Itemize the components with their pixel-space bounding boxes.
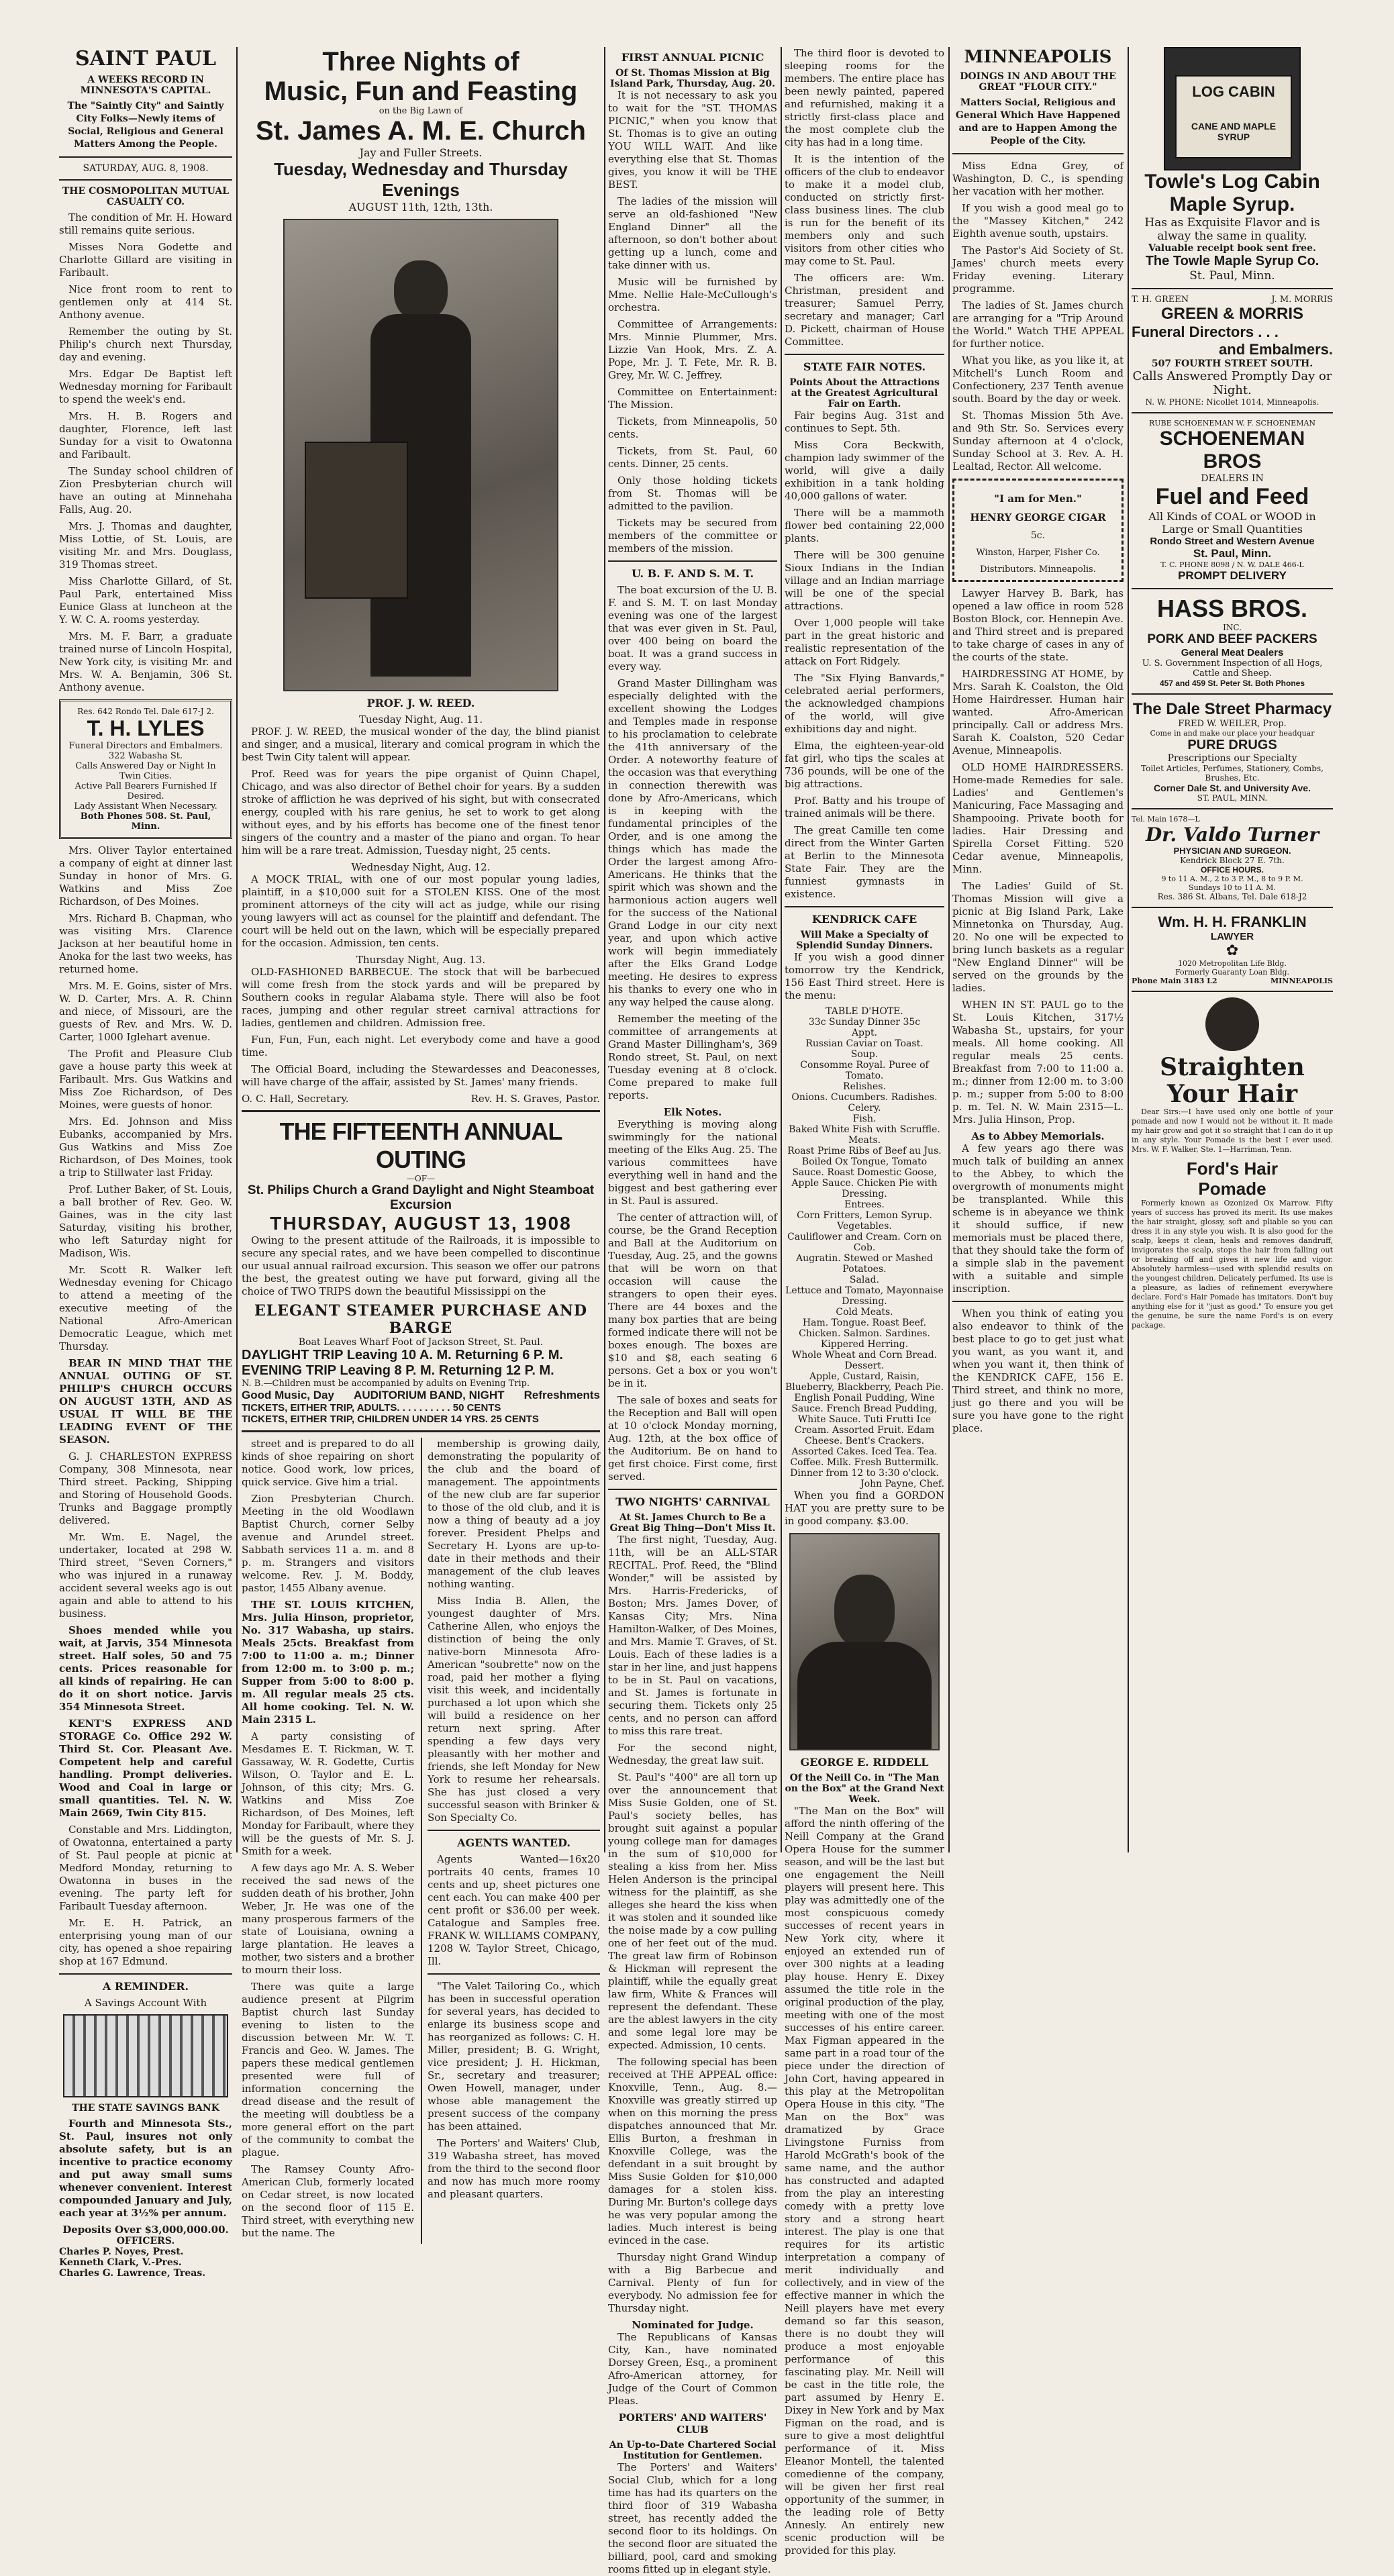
turner-line: Kendrick Block 27 E. 7th. <box>1180 856 1285 865</box>
news-item: BEAR IN MIND THAT THE ANNUAL OUTING OF ST. PHILIP'S CHURCH OCCURS ON AUGUST 13TH, AND AS USUAL IT WILL BE THE LEADING EVENT OF THE SEASON. <box>59 1357 232 1446</box>
menu-line: TABLE D'HOTE. <box>826 1006 903 1017</box>
news-item: For the second night, Wednesday, the great law suit. <box>608 1742 777 1767</box>
column-ads <box>1132 47 1333 1852</box>
news-item: The center of attraction will, of course, be the Grand Reception and Ball at the Auditorium on Tuesday, Aug. 25, and the gowns that will be worn on that occasion will cause the strangers to open their eyes. There are 44 boxes and the many box parties that are being formed indicate there will not be boxes enough. The boxes are $10 and $8, each seating 6 persons. Get a box or you won't be in it. <box>608 1211 777 1389</box>
menu-line: Cold Meats. <box>836 1307 893 1318</box>
column-st-james <box>242 47 600 2239</box>
news-item: Everything is moving along swimmingly for the national meeting of the Elks Aug. 25. The various committees have everything well in hand and the biggest and best gathering ever in St. Paul is assured. <box>608 1118 777 1207</box>
franklin-ornament-icon: ✿ <box>1226 942 1239 959</box>
subhead: Thursday Night, Aug. 13. <box>356 954 486 966</box>
kendrick-head: KENDRICK CAFE <box>811 913 917 926</box>
ticket-price: TICKETS, EITHER TRIP, CHILDREN UNDER 14 YRS. 25 CENTS <box>242 1414 539 1425</box>
sch-names: RUBE SCHOENEMAN W. F. SCHOENEMAN <box>1148 419 1316 428</box>
subcolumn-b <box>421 1438 600 2244</box>
gm-line: Calls Answered Promptly Day or Night. <box>1132 369 1332 397</box>
news-item: If you wish a good dinner tomorrow try the Kendrick, 156 East Third street. Here is the menu: <box>785 951 944 1001</box>
news-item: A few years ago there was much talk of building an annex to the Abbey, to which the overgrowth of monuments might be transplanted. While this scheme is in abeyance we think it should suffice, if new memorials must be placed there, that they should take the form of a simple slab in the pavement with a suitable and simple inscription. <box>952 1142 1124 1295</box>
sch-line: All Kinds of COAL or WOOD in Large or Small Quantities <box>1148 510 1316 536</box>
news-item: There was quite a large audience present at Pilgrim Baptist church last Sunday evening to listen to the discussion between Mr. W. T. Francis and Geo. W. James. The papers these medical gentlemen presented were full of information concerning the dread disease and the result of the meeting will doubtless be a more general effort on the part of the community to combat the plague. <box>242 1981 414 2159</box>
menu-line: Roast Prime Ribs of Beef au Jus. Boiled Ox Tongue, Tomato Sauce. Roast Domestic Goose, Apple Sauce. Chicken Pie with Dressing. <box>787 1146 942 1199</box>
news-item: The Pastor's Aid Society of St. James' church meets every Friday evening. Literary programme. <box>952 244 1124 295</box>
news-item: street and is prepared to do all kinds of shoe repairing on short notice. Good work, low prices, quick service. Give him a trial. <box>242 1438 414 1488</box>
subhead: A WEEKS RECORD IN MINNESOTA'S CAPITAL. <box>80 75 211 96</box>
ad-line: Both Phones 508. St. Paul, Minn. <box>80 811 211 832</box>
agents-text: Agents Wanted—16x20 portraits 40 cents, frames 10 cents and up, sheet pictures one cent each. You can make 400 per cent profit or $36.00 per week. Catalogue and Samples free. FRANK W. WILLIAMS COMPANY, 1208 W. Taylor Street, Chicago, Ill. <box>428 1853 600 1967</box>
menu-line: Ham. Tongue. Roast Beef. Chicken. Salmon. Sardines. Kippered Herring. <box>799 1318 930 1350</box>
trip-time: EVENING TRIP Leaving 8 P. M. Returning 12 P. M. <box>242 1363 554 1378</box>
news-item: Mrs. M. F. Barr, a graduate trained nurse of Lincoln Hospital, New York city, is visiting Mr. and Mrs. W. A. Benjamin, 306 St. Anthony avenue. <box>59 630 232 693</box>
dale-line: ST. PAUL, MINN. <box>1197 793 1268 803</box>
news-item: Prof. Batty and his troupe of trained animals will be there. <box>785 795 944 820</box>
hass-headline: HASS BROS. <box>1156 595 1308 622</box>
ad-line: Calls Answered Day or Night In Twin Cities. <box>75 761 216 781</box>
menu-line: Lettuce and Tomato, Mayonnaise Dressing. <box>785 1285 944 1307</box>
elk-head: Elk Notes. <box>663 1106 722 1118</box>
news-item: Mr. Scott R. Walker left Wednesday evening for Chicago to attend a meeting of the executive meeting of the National Afro-American Democratic League, which met Thursday. <box>59 1264 232 1352</box>
news-item: The Republicans of Kansas City, Kan., have nominated Dorsey Green, Esq., a prominent Afro-American attorney, for Judge of the Court of Common Pleas. <box>608 2331 777 2407</box>
news-item: The sale of boxes and seats for the Reception and Ball will open at 10 o'clock Monday morning, Aug. 12th, at the box office of the Auditorium. Be on hand to get first choice. First come, first served. <box>608 1394 777 1483</box>
news-item: G. J. CHARLESTON EXPRESS Company, 308 Minnesota, near Third street. Packing, Shipping and Storing of Household Goods. Trunks and Baggage promptly delivered. <box>59 1450 232 1526</box>
news-item: HAIRDRESSING AT HOME, by Mrs. Sarah K. Coalston, the Old Home Hairdresser. Human hair wanted. Afro-American principally. Call or address Mrs. Sarah K. Coalston, 520 Cedar Avenue, Minneapolis. <box>952 668 1124 756</box>
agents-head: AGENTS WANTED. <box>457 1836 570 1849</box>
bank-name: THE STATE SAVINGS BANK <box>72 2103 219 2114</box>
news-item: OLD HOME HAIRDRESSERS. Home-made Remedies for sale. Ladies' and Gentlemen's Manicuring, Face Massaging and Shampooing. Private booth for ladies. Hair Dressing and Spirella Corset Fitting. 520 Cedar avenue, Minneapolis, Minn. <box>952 761 1124 875</box>
news-item: There will be a mammoth flower bed containing 22,000 plants. <box>785 507 944 544</box>
article-text: OLD-FASHIONED BARBECUE. The stock that will be barbecued will come fresh from the stock yards and will be prepared by Southern cooks in regular Alabama style. There will also be foot races, jumping and other regular street carnival attractions for ladies, gentlemen and children. Admission free. <box>242 966 600 1029</box>
hass-sub: General Meat Dealers <box>1181 647 1284 658</box>
turner-line: Sundays 10 to 11 A. M. <box>1189 883 1276 892</box>
news-item: The third floor is devoted to sleeping rooms for the members. The entire place has been newly painted, papered and refurnished, making it a strictly first-class place and the most complete club the city has had in a long time. <box>785 47 944 148</box>
news-item: Remember the outing by St. Philip's church next Thursday, day and evening. <box>59 326 232 363</box>
column-picnic <box>608 47 777 2575</box>
news-item: There will be 300 genuine Sioux Indians in the Indian village and an Indian marriage will be one of the special attractions. <box>785 549 944 612</box>
news-item: Miss Cora Beckwith, champion lady swimmer of the world, will give a daily exhibition in a tank holding 40,000 gallons of water. <box>785 439 944 502</box>
gm-line: 507 FOURTH STREET SOUTH. <box>1151 358 1313 369</box>
hair-headline: Your Hair <box>1166 1080 1298 1108</box>
news-item: St. Thomas Mission 5th Ave. and 9th Str. So. Services every Sunday afternoon at 4 o'clock, Sunday School at 3. Rev. A. H. Lealtad, Rector. All welcome. <box>952 409 1124 473</box>
news-item: Committee of Arrangements: Mrs. Minnie Plummer, Mrs. Lizzie Van Hook, Mrs. Z. A. Pope, Mr. J. T. Fete, Mr. R. B. Grey, Mr. W. C. Jeffrey. <box>608 318 777 381</box>
ad-headline: Three Nights of <box>322 47 519 77</box>
menu-line: Dinner from 12 to 3:30 o'clock. <box>790 1468 939 1479</box>
hair-testimonial: Dear Sirs:—I have used only one bottle of your pomade and now I would not be without it. It made my hair grow and got it so straight that I can do it up in any style. Your Pomade is the best I ever used. Mrs. W. F. Walker, Ste. 1—Harriman, Tenn. <box>1132 1107 1333 1154</box>
hass-line: 457 and 459 St. Peter St. Both Phones <box>1159 679 1305 688</box>
item-head: THE COSMOPOLITAN MUTUAL CASUALTY CO. <box>62 186 230 207</box>
news-item: Thursday night Grand Windup with a Big Barbecue and Carnival. Plenty of fun for everybody. No admission fee for Thursday night. <box>608 2251 777 2314</box>
sch-line: DEALERS IN <box>1201 473 1264 484</box>
turner-line: PHYSICIAN AND SURGEON. <box>1173 846 1291 856</box>
sch-line: Rondo Street and Western Avenue <box>1150 536 1315 547</box>
news-item: Mrs. Ed. Johnson and Miss Eubanks, accompanied by Mrs. Gus Watkins and Miss Zoe Richardson, of Des Moines, took a trip to Stillwater last Friday. <box>59 1116 232 1179</box>
subhead: Wednesday Night, Aug. 12. <box>351 861 491 873</box>
news-item: Misses Nora Godette and Charlotte Gillard are visiting in Faribault. <box>59 241 232 279</box>
menu-line: Cauliflower and Cream. Corn on Cob. <box>787 1232 942 1253</box>
subhead-desc: The "Saintly City" and Saintly City Folks—Newly items of Social, Religious and General Matters Among the People. <box>67 101 224 150</box>
news-item: Shoes mended while you wait, at Jarvis, 354 Minnesota street. Half soles, 50 and 75 cents. Prices reasonable for all kinds of repairing. He can do it on short notice. Jarvis 354 Minnesota Street. <box>59 1624 232 1713</box>
towle-headline: Towle's Log Cabin Maple Syrup. <box>1144 170 1320 215</box>
news-item: Committee on Entertainment: The Mission. <box>608 386 777 411</box>
photo-caption: PROF. J. W. REED. <box>366 697 475 709</box>
article-text: Prof. Reed was for years the pipe organist of Quinn Chapel, Chicago, and was also director of Bethel choir for years. By a sudden stroke of affliction he was deprived of his sight, but with consecrated energy, coupled with his rare genius, he set to work to get along without eyes, and by his efforts has become one of the finest tenor singers of the country and a master of the piano and organ. To hear him will be a rare treat. Admission, Tuesday night, 25 cents. <box>242 768 600 856</box>
franklin-headline: Wm. H. H. FRANKLIN <box>1158 913 1307 930</box>
bank-text: Fourth and Minnesota Sts., St. Paul, insures not only absolute safety, but is an incentive to practice economy and put away small sums whenever convenient. Interest compounded January and July, each year at 3½% per annum. <box>59 2118 232 2219</box>
news-item: It is not necessary to ask you to wait for the "ST. THOMAS PICNIC," when you know that St. Thomas is to give an outing YOU WILL WAIT. And like everything else that St. Thomas gives, you know it will be THE BEST. <box>608 89 777 191</box>
reminder-sub: A Savings Account With <box>84 1997 207 2009</box>
menu-line: Baked White Fish with Scruffle. <box>789 1124 940 1135</box>
column-rule <box>1128 47 1129 1852</box>
menu-line: Fish. <box>852 1113 877 1124</box>
fords-text: Formerly known as Ozonized Ox Marrow. Fifty years of success has proved its merit. Its use makes the hair straight, glossy, soft and pliable so you can dress it in any style you wish. It is also good for the scalp, keeps it clean, heals and removes dandruff, invigorates the scalp, stops the hair from falling out or breaking off and gives it new life and vigor. Absolutely harmless—used with splendid results on the youngest children. Delicately perfumed. Its use is a pleasure, as ladies of refinement everywhere declare. Ford's Hair Pomade has imitators. Don't buy anything else for it "just as good." To ensure you get the genuine, be sure the name Ford's is on every package. <box>1132 1199 1333 1330</box>
sch-line: St. Paul, Minn. <box>1193 547 1272 560</box>
photo-caption: GEORGE E. RIDDELL <box>800 1756 929 1769</box>
photo-subcaption: Of the Neill Co. in "The Man on the Box" at the Grand Next Week. <box>785 1773 944 1805</box>
column-rule <box>236 47 238 1852</box>
news-item: St. Paul's "400" are all torn up over the announcement that Miss Susie Golden, one of St. Paul's society belles, has brought suit against a popular young college man for damages in the sum of $10,000 for stealing a kiss from her. Miss Helen Anderson is the principal witness for the plaintiff, as she alleges she heard the kiss when it was stolen and it sounded like the noise made by a cow pulling one of her feet out of the mud. The great law firm of Robinson & Hickman will represent the plaintiff, while the equally great law firm, White & Frances will represent the defendant. These are the ablest lawyers in the city and some legal lore may be expected. Admission, 10 cents. <box>608 1771 777 2051</box>
turner-line: Res. 386 St. Albans, Tel. Dale 618-J2 <box>1157 892 1307 901</box>
news-item: Mr. E. H. Patrick, an enterprising young man of our city, has opened a shoe repairing shop at 167 Edmund. <box>59 1917 232 1967</box>
carnival-sub: At St. James Church to Be a Great Big Thing—Don't Miss It. <box>609 1512 776 1534</box>
news-item: Mr. Wm. E. Nagel, the undertaker, located at 298 W. Third street, "Seven Corners," who was injured in a runaway accident several weeks ago is out again and able to attend to his business. <box>59 1531 232 1620</box>
porters-sub: An Up-to-Date Chartered Social Institution for Gentlemen. <box>609 2440 777 2461</box>
gm-phone: N. W. PHONE: Nicollet 1014, Minneapolis. <box>1145 397 1320 407</box>
menu-line: John Payne, Chef. <box>860 1479 944 1489</box>
menu-line: Meats. <box>848 1135 881 1146</box>
menu-line: Onions. Cucumbers. Radishes. Celery. <box>791 1092 938 1113</box>
news-item: Miss Edna Grey, of Washington, D. C., is spending her vacation with her mother. <box>952 160 1124 197</box>
ad-line: Active Pall Bearers Furnished If Desired. <box>74 781 217 801</box>
refresh-label: Refreshments <box>524 1389 600 1401</box>
news-item: The Ladies' Guild of St. Thomas Mission will give a picnic at Big Island Park, Lake Minnetonka on Thursday, Aug. 20. No one will be expected to bring lunch baskets as a regular "New England Dinner" will be served on the grounds by the ladies. <box>952 880 1124 994</box>
tin-label: LOG CABIN <box>1192 83 1275 100</box>
kendrick-sub: Will Make a Specialty of Splendid Sunday Dinners. <box>796 930 933 951</box>
outing-subhead: St. Philips Church a Grand Daylight and Night Steamboat Excursion <box>247 1183 595 1212</box>
masthead-saint-paul: SAINT PAUL <box>74 47 217 70</box>
trip-note: N. B.—Children must be accompanied by adults on Evening Trip. <box>242 1379 530 1389</box>
column-rule <box>604 47 605 1852</box>
franklin-line: Formerly Guaranty Loan Bldg. <box>1175 968 1290 977</box>
news-item: The officers are: Wm. Christman, president and treasurer; Samuel Perry, secretary and manager; Carl D. Pickett, chairman of House Committee. <box>785 272 944 348</box>
fair-head: STATE FAIR NOTES. <box>803 360 926 373</box>
fords-headline: Pomade <box>1198 1179 1266 1199</box>
news-item: THE ST. LOUIS KITCHEN, Mrs. Julia Hinson, proprietor, No. 317 Wabasha, up stairs. Meals 25cts. Breakfast from 7:00 to 11:00 a. m.; Dinner from 12:00 m. to 3:00 p. m.; Supper from 5:00 to 8:00 p. m. All regular meals 25 cts. All home cooking. Tel. N. W. Main 2315 L. <box>242 1599 414 1726</box>
judge-head: Nominated for Judge. <box>632 2319 754 2331</box>
ad-phone: Res. 642 Rondo Tel. Dale 617-J 2. <box>77 707 214 716</box>
hass-inc: INC. <box>1223 623 1242 632</box>
date-line: SATURDAY, AUG. 8, 1908. <box>83 163 209 174</box>
column-minneapolis <box>952 47 1124 1852</box>
dale-headline: The Dale Street Pharmacy <box>1132 700 1332 718</box>
news-item: Constable and Mrs. Liddington, of Owatonna, entertained a party of St. Paul people at picnic at Medford Monday, returning to Owatonna in buses in the evening. The party left for Faribault Tuesday afternoon. <box>59 1824 232 1912</box>
news-item: Lawyer Harvey B. Bark, has opened a law office in room 528 Boston Block, cor. Hennepin Ave. and Third street and is prepared to take charge of cases in any of the courts of the state. <box>952 587 1124 663</box>
franklin-line: LAWYER <box>1210 931 1254 942</box>
dale-line: FRED W. WEILER, Prop. <box>1178 719 1287 729</box>
news-item: The boat excursion of the U. B. F. and S. M. T. on last Monday evening was one of the largest that was ever given in St. Paul, over 400 being on board the boat. It was a grand success in every way. <box>608 584 777 673</box>
signature: O. C. Hall, Secretary. <box>242 1093 349 1105</box>
article-text: Fun, Fun, Fun, each night. Let everybody come and have a good time. <box>242 1034 600 1058</box>
lyles-ad <box>59 699 232 839</box>
signature: Rev. H. S. Graves, Pastor. <box>470 1093 600 1105</box>
bank-officer: Charles P. Noyes, Prest. <box>59 2246 184 2257</box>
column-saint-paul <box>59 47 232 2279</box>
franklin-phone: Phone Main 3183 L2 <box>1132 977 1217 985</box>
fair-sub: Points About the Attractions at the Greatest Agricultural Fair on Earth. <box>789 377 940 409</box>
article-text: PROF. J. W. REED, the musical wonder of the day, the blind pianist and singer, and a musical, literary and comical program in which the best Twin City talent will appear. <box>242 726 600 763</box>
outing-of: —OF— <box>406 1174 436 1183</box>
riddell-portrait-photo <box>789 1533 940 1750</box>
news-item: Mrs. Edgar De Baptist left Wednesday morning for Faribault to spend the week's end. <box>59 368 232 405</box>
news-item: Mrs. J. Thomas and daughter, Miss Lottie, of St. Louis, are visiting Mr. and Mrs. Douglass, 319 Thomas street. <box>59 520 232 571</box>
dale-line: Toilet Articles, Perfumes, Stationery, Combs, Brushes, Etc. <box>1141 764 1324 783</box>
news-item: WHEN IN ST. PAUL go to the St. Louis Kitchen, 317½ Wabasha St., upstairs, for your meals. All home cooking. All regular meals 25 cents. Breakfast from 7:00 to 11:00 a. m.; dinner from 12:00 m. to 3:00 p. m.; supper from 5:00 to 8:00 p. m. Tel. N. W. Main 2315—L. Mrs. Julia Hinson, Prop. <box>952 999 1124 1126</box>
menu-line: Salad. <box>849 1275 880 1285</box>
gm-name: T. H. GREEN <box>1132 295 1189 305</box>
bank-officer: Charles G. Lawrence, Treas. <box>59 2268 206 2279</box>
subcolumn-a <box>242 1438 414 2244</box>
news-item: When you think of eating you also endeavor to think of the best place to go to get just what you want, as you want it, and when you want it, then think of the KENDRICK CAFE, 156 E. Third street, and think no more, just go there and you will be sure you have gone to the right place. <box>952 1307 1124 1434</box>
news-item: Mrs. M. E. Goins, sister of Mrs. W. D. Carter, Mrs. A. R. Chinn and niece, of Missouri, are the guests of Rev. and Mrs. W. D. Carter, 1000 Iglehart avenue. <box>59 980 232 1043</box>
news-item: Nice front room to rent to gentlemen only at 414 St. Anthony avenue. <box>59 283 232 321</box>
towle-city: St. Paul, Minn. <box>1189 269 1275 283</box>
hass-line: U. S. Government Inspection of all Hogs, Cattle and Sheep. <box>1142 658 1323 679</box>
bank-officer: Kenneth Clark, V.-Pres. <box>59 2257 182 2268</box>
sch-fuel: Fuel and Feed <box>1155 484 1309 509</box>
picnic-sub: Of St. Thomas Mission at Big Island Park, Thursday, Aug. 20. <box>609 68 776 89</box>
article-text: A MOCK TRIAL, with one of our most popular young ladies, plaintiff, in a $10,000 suit for a STOLEN KISS. One of the most prominent attorneys of the city will act as judge, while our rising young lawyers will act as counsel for the plaintiff and defendant. The court will be held out on the lawn, which will be especially prepared for the occasion. Admission, ten cents. <box>242 873 600 949</box>
ad-title: T. H. LYLES <box>87 716 205 740</box>
cigar-ad <box>952 479 1124 582</box>
boat-info: Boat Leaves Wharf Foot of Jackson Street, St. Paul. <box>298 1337 544 1348</box>
ad-headline: Music, Fun and Feasting <box>264 77 578 106</box>
sch-line: T. C. PHONE 8098 / N. W. DALE 466-L <box>1160 560 1304 569</box>
towle-company: The Towle Maple Syrup Co. <box>1145 254 1320 268</box>
menu-line: Augratin. Stewed or Mashed Potatoes. <box>795 1253 934 1275</box>
news-item: The ladies of St. James church are arranging for a "Trip Around the World." Watch THE APPEAL for further notice. <box>952 299 1124 350</box>
ad-subline: on the Big Lawn of <box>379 106 463 116</box>
ad-line: "I am for Men." <box>994 493 1082 505</box>
dale-line: PURE DRUGS <box>1187 738 1277 752</box>
hass-sub: PORK AND BEEF PACKERS <box>1147 632 1317 646</box>
dale-line: Corner Dale St. and University Ave. <box>1154 783 1311 793</box>
news-item: The Porters' and Waiters' Social Club, which for a long time has had its quarters on the third floor of 319 Wabasha street, has recently added the second floor to its holdings. On the second floor are situated the billiard, pool, card and smoking rooms fitted up in elegant style. <box>608 2461 777 2575</box>
turner-line: 9 to 11 A. M., 2 to 3 P. M., 8 to 9 P. M. <box>1161 875 1303 883</box>
menu-line: Soup. <box>850 1049 879 1060</box>
ad-line: 5c. <box>1030 530 1046 541</box>
news-item: Elma, the eighteen-year-old fat girl, who tips the scales at 736 pounds, will be one of the big attractions. <box>785 740 944 790</box>
news-item: Grand Master Dillingham was especially delighted with the excellent showing the Lodges and Temples made in response to his proclamation to celebrate the 41th anniversary of the Order. A noteworthy feature of the occasion was that everything in connection therewith was done by Afro-Americans, which is in keeping with the fundamental principles of the Order, and is one among the things which has made the Order the largest among Afro-Americans. He thinks that the spirit which was shown and the harmonious action augers well for the success of the National Grand Lodge in our city next year, and upon which active work will begin immediately after the Elks Grand Lodge meeting. He desires to express his thanks to every one who in any way helped the cause along. <box>608 677 777 1008</box>
news-item: Zion Presbyterian Church. Meeting in the old Woodlawn Baptist Church, corner Selby avenue and Arundel street. Sabbath services 11 a. m. and 8 p. m. Strangers and visitors welcome. Rev. J. M. Boddy, pastor, 1455 Albany avenue. <box>242 1493 414 1594</box>
log-cabin-tin-illustration <box>1164 47 1301 170</box>
tin-label: CANE AND MAPLE SYRUP <box>1191 121 1277 142</box>
ticket-price: TICKETS, EITHER TRIP, ADULTS. . . . . . . . . . 50 CENTS <box>242 1402 501 1414</box>
news-item: The Sunday school children of Zion Presbyterian church will have an outing at Minnehaha Falls, Aug. 20. <box>59 465 232 515</box>
news-item: Mrs. H. B. Rogers and daughter, Florence, left last Sunday for a visit to Owatonna and Faribault. <box>59 410 232 460</box>
gm-line: Funeral Directors . . . <box>1132 324 1279 340</box>
ad-title: HENRY GEORGE CIGAR <box>970 511 1106 524</box>
ad-line: Distributors. Minneapolis. <box>980 564 1096 575</box>
news-item: The ladies of the mission will serve an old-fashioned "New England Dinner" all the afternoon, so don't bother about getting up a lunch, come and take dinner with us. <box>608 195 777 271</box>
outing-text: Owing to the present attitude of the Railroads, it is impossible to secure any special rates, and we have been compelled to discontinue our usual annual railroad excursion. This season we offer our patrons the best, the greatest outing we have put forward, giving all the choice of TWO TRIPS down the beautiful Mississippi on the <box>242 1234 600 1297</box>
news-item: Over 1,000 people will take part in the great historic and realistic representation of the attack on Fort Ridgely. <box>785 617 944 667</box>
sch-headline: SCHOENEMAN BROS <box>1159 428 1305 473</box>
gm-headline: GREEN & MORRIS <box>1160 305 1303 323</box>
picnic-head: FIRST ANNUAL PICNIC <box>621 51 764 64</box>
subhead-desc: Matters Social, Religious and General Which Have Happened and are to Happen Among the People of the City. <box>955 97 1121 146</box>
ad-line: Funeral Directors and Embalmers. 322 Wabasha St. <box>68 741 223 761</box>
article-text: The Official Board, including the Stewardesses and Deaconesses, will have charge of the affair, assisted by St. James' many friends. <box>242 1063 600 1088</box>
reminder-head: A REMINDER. <box>102 1980 189 1993</box>
gm-line: and Embalmers. <box>1219 341 1333 358</box>
dale-line: Prescriptions our Specialty <box>1167 753 1297 764</box>
column-rule <box>781 47 782 1852</box>
outing-headline: THE FIFTEENTH ANNUAL OUTING <box>279 1118 562 1173</box>
news-item: Prof. Luther Baker, of St. Louis, a ball brother of Rev. Geo. W. Gaines, was in the city last Saturday, visiting his brother, who left Saturday night for Madison, Wis. <box>59 1183 232 1259</box>
news-item: What you like, as you like it, at Mitchell's Lunch Room and Confectionery, 237 Tenth avenue south. Board by the day or week. <box>952 354 1124 405</box>
trip-time: DAYLIGHT TRIP Leaving 10 A. M. Returning 6 P. M. <box>242 1348 563 1363</box>
news-item: The first night, Tuesday, Aug. 11th, will be an ALL-STAR RECITAL. Prof. Reed, the "Blind Wonder," will be assisted by Mrs. Harris-Fredericks, of Boston; Mrs. James Dover, of Kansas City; Mrs. Nina Hamilton-Walker, of Des Moines, and Mrs. Mamie T. Graves, of St. Louis. Each of these ladies is a star in her line, and just happens to be in St. Paul on vacations, and St. James is fortunate in securing them. Tickets only 25 cents, and no person can afford to miss this rare treat. <box>608 1534 777 1737</box>
gm-name: J. M. MORRIS <box>1271 295 1333 305</box>
hair-headline: Straighten <box>1160 1053 1305 1081</box>
carnival-head: TWO NIGHTS' CARNIVAL <box>615 1495 770 1508</box>
woman-portrait-illustration <box>1205 997 1259 1051</box>
church-name: St. James A. M. E. Church <box>256 116 586 146</box>
news-item: Mrs. Oliver Taylor entertained a company of eight at dinner last Sunday in honor of Mrs. G. Watkins and Miss Zoe Richardson, of Des Moines. <box>59 844 232 907</box>
menu-line: Corn Fritters, Lemon Syrup. <box>797 1210 932 1221</box>
porters-head: PORTERS' AND WAITERS' CLUB <box>618 2412 767 2436</box>
franklin-city: MINNEAPOLIS <box>1270 977 1333 985</box>
news-item: A few days ago Mr. A. S. Weber received the sad news of the sudden death of his brother, John Weber, Jr. He was one of the many prosperous farmers of the state of Louisiana, owning a large plantation. He leaves a mother, two sisters and a brother to mourn their loss. <box>242 1862 414 1976</box>
news-item: Mrs. Richard B. Chapman, who was visiting Mrs. Clarence Jackson at her beautiful home in Anoka for the last two weeks, has returned home. <box>59 912 232 975</box>
menu-line: Vegetables. <box>837 1221 892 1232</box>
ad-line: Lady Assistant When Necessary. <box>74 801 217 811</box>
subhead: DOINGS IN AND ABOUT THE GREAT "FLOUR CITY." <box>960 71 1116 93</box>
piano-illustration <box>305 442 408 599</box>
dale-line: Come in and make our place your headquar <box>1150 729 1315 738</box>
news-item: membership is growing daily, demonstrating the popularity of the club and the board of management. The appointments of the new club are far superior to those of the old club, and it is now a thing of beauty ad a joy forever. President Phelps and Secretary H. Lyons are up-to-date in their methods and their management of the club leaves nothing wanting. <box>428 1438 600 1590</box>
reed-portrait-photo <box>283 219 558 691</box>
dale-tel: Tel. Main 1678—L <box>1132 815 1200 824</box>
church-address: Jay and Fuller Streets. <box>359 146 483 159</box>
news-item: The great Camille ten come direct from the Winter Garten at Berlin to the Minnesota State Fair. They are the funniest gymnasts in existence. <box>785 824 944 900</box>
abbey-head: As to Abbey Memorials. <box>971 1130 1105 1142</box>
column-state-fair <box>785 47 944 2557</box>
news-item: "The Man on the Box" will afford the ninth offering of the Neill Company at the Grand Opera House for the summer season, and will be the last but one engagement the Neill players will present here. This play was admittedly one of the most conspicuous comedy successes of recent years in New York city, where it enjoyed an extended run of over 300 nights at a leading play house. Henry E. Dixey assumed the title role in the original production of the play, meeting with one of the most successes of his entire career. Max Figman appeared in the same part in a road tour of the piece under the direction of John Cort, having appeared in this play at the Metropolitan Opera House in this city. "The Man on the Box" was dramatized by Grace Livingstone Furniss from Harold McGrath's book of the same name, and the author has constructed and adapted from the play an interesting comedy with a pretty love story and a strong heart interest. The play is one that requires for its artistic interpretation a company of merit individually and collectively, and in view of the effective manner in which the Neill players have met every demand so far this season, there is no doubt they will produce a most enjoyable performance of this fascinating play. Mr. Neill will be cast in the title role, the part assumed by Henry E. Dixey in New York and by Max Figman on the road, and is sure to give a most delightful performance of it. Miss Eleanor Montell, the talented comedienne of the company, will be given her first real opportunity of the summer, in the leading role of Betty Annesly. An entirely new scenic production will be provided for this play. <box>785 1805 944 2557</box>
menu-line: Whole Wheat and Corn Bread. <box>791 1350 938 1360</box>
news-item: It is the intention of the officers of the club to endeavor to make it a model club, conducted on strictly first-class business lines. The club is run for the benefit of its members only and such visitors from other cities who may come to St. Paul. <box>785 153 944 267</box>
news-item: Tickets, from St. Paul, 60 cents. Dinner, 25 cents. <box>608 445 777 470</box>
menu-line: 33c Sunday Dinner 35c <box>808 1017 921 1028</box>
news-item: Miss India B. Allen, the youngest daughter of Mrs. Catherine Allen, who enjoys the distinction of being the only native-born Minnesota Afro-American "soubrette" now on the road, paid her mother a flying visit this week, and incidentally purchased a lot upon which she will build a residence on her return next spring. After spending a few days very pleasantly with her mother and friends, she left Monday for New York to resume her rehearsals. She has just closed a very successful season with Brinker & Son Specialty Co. <box>428 1595 600 1824</box>
menu <box>785 1006 944 1489</box>
bank-deposits: Deposits Over $3,000,000.00. <box>62 2224 229 2236</box>
news-item: Only those holding tickets from St. Thomas will be admitted to the pavilion. <box>608 475 777 512</box>
menu-line: Apple, Custard, Raisin, Blueberry, Blackberry, Peach Pie. English Ponail Pudding, Wine Sauce. French Bread Pudding, White Sauce. Tuti Frutti Ice Cream. Assorted Fruit. Edam Cheese. Bent's Crackers. Assorted Cakes. Iced Tea. Tea. Coffee. Milk. Fresh Buttermilk. <box>785 1371 944 1468</box>
turner-line: OFFICE HOURS. <box>1200 865 1264 875</box>
fords-headline: Ford's Hair <box>1186 1158 1279 1179</box>
news-item: The Ramsey County Afro-American Club, formerly located on Cedar street, is now located on the second floor of 115 E. Third street, with everything new but the name. The <box>242 2163 414 2239</box>
menu-line: Consomme Royal. Puree of Tomato. <box>800 1060 929 1081</box>
news-item: Tickets may be secured from members of the committee or members of the mission. <box>608 517 777 554</box>
news-item: The Profit and Pleasure Club gave a house party this week at Faribault. Mrs. Gus Watkins and Miss Zoe Richardson, of Des Moines, were guests of honor. <box>59 1048 232 1111</box>
ad-line: Winston, Harper, Fisher Co. <box>976 548 1100 558</box>
menu-line: Entrees. <box>844 1199 885 1210</box>
news-item: A party consisting of Mesdames E. T. Rickman, W. T. Gassaway, W. R. Godette, Curtis Wilson, O. Taylor and E. L. Johnson, of this city; Mrs. G. Watkins and Miss Zoe Richardson, of Des Moines, left Monday for Faribault, where they will be the guests of Mr. S. J. Smith for a week. <box>242 1730 414 1857</box>
news-item: "The Valet Tailoring Co., which has been in successful operation for several years, has decided to enlarge its business scope and has reorganized as follows: C. H. Miller, president; B. G. Wright, vice president; J. H. Hickman, Sr., secretary and treasurer; Owen Howell, manager, under whose able management the present success of the company has been attained. <box>428 1980 600 2132</box>
steamer-name: ELEGANT STEAMER PURCHASE AND BARGE <box>254 1302 588 1337</box>
news-item: Fair begins Aug. 31st and continues to Sept. 5th. <box>785 409 944 434</box>
towle-note: Valuable receipt book sent free. <box>1148 243 1316 254</box>
franklin-line: 1020 Metropolitan Life Bldg. <box>1178 959 1287 968</box>
news-item: Remember the meeting of the committee of arrangements at Grand Master Dillingham's, 369 Rondo street, St. Paul, on next Tuesday evening at 8 o'clock. Come prepared to make full reports. <box>608 1013 777 1101</box>
column-rule <box>948 47 950 1852</box>
menu-line: Relishes. <box>843 1081 886 1092</box>
news-item: The following special has been received at THE APPEAL office: Knoxville, Tenn., Aug. 8.—Knoxville was greatly stirred up when on this morning the press dispatches announced that Mr. Ellis Burton, a freshman in Knoxville College, was the defendant in a suit brought by Miss Susie Golden for $10,000 damages for a stolen kiss. During Mr. Burton's college days he was very popular among the ladies. Much interest is being evinced in the case. <box>608 2056 777 2246</box>
band-label: AUDITORIUM BAND, NIGHT <box>354 1389 505 1401</box>
menu-line: Russian Caviar on Toast. <box>805 1038 924 1049</box>
news-item: Music will be furnished by Mme. Nellie Hale-McCullough's orchestra. <box>608 276 777 313</box>
bank-building-illustration <box>63 2014 228 2097</box>
event-dates: AUGUST 11th, 12th, 13th. <box>348 201 493 213</box>
news-item: Miss Charlotte Gillard, of St. Paul Park, entertained Miss Eunice Glass at luncheon at the Y. W. C. A. rooms yesterday. <box>59 575 232 626</box>
towle-sub: Has as Exquisite Flavor and is alway the same in quality. <box>1144 216 1320 243</box>
menu-line: Dessert. <box>844 1360 885 1371</box>
sch-line: PROMPT DELIVERY <box>1178 569 1287 582</box>
turner-headline: Dr. Valdo Turner <box>1145 824 1320 846</box>
news-item: The "Six Flying Banvards," celebrated aerial performers, the acknowledged champions of the world, will give exhibitions day and night. <box>785 672 944 735</box>
event-days: Tuesday, Wednesday and Thursday Evenings <box>274 159 568 200</box>
ubf-head: U. B. F. AND S. M. T. <box>631 567 754 580</box>
news-item: KENT'S EXPRESS AND STORAGE Co. Office 292 W. Third St. Cor. Pleasant Ave. Competent help and careful handling. Prompt deliveries. Wood and Coal in large or small quantities. Tel. N. W. Main 2669, Twin City 815. <box>59 1718 232 1819</box>
outing-date: THURSDAY, AUGUST 13, 1908 <box>270 1213 572 1234</box>
music-label: Good Music, Day <box>242 1389 334 1401</box>
news-item: When you find a GORDON HAT you are pretty sure to be in good company. $3.00. <box>785 1489 944 1527</box>
news-item: Tickets, from Minneapolis, 50 cents. <box>608 415 777 440</box>
bank-officers-head: OFFICERS. <box>116 2236 175 2246</box>
news-item: The Porters' and Waiters' Club, 319 Wabasha street, has moved from the third to the second floor and now has much more roomy and pleasant quarters. <box>428 2137 600 2200</box>
menu-line: Appt. <box>851 1028 878 1038</box>
news-item: The condition of Mr. H. Howard still remains quite serious. <box>59 211 232 236</box>
news-item: If you wish a good meal go to the "Massey Kitchen," 242 Eighth avenue south, upstairs. <box>952 202 1124 240</box>
masthead-minneapolis: MINNEAPOLIS <box>964 47 1112 67</box>
photo-subcaption: Tuesday Night, Aug. 11. <box>358 713 483 726</box>
